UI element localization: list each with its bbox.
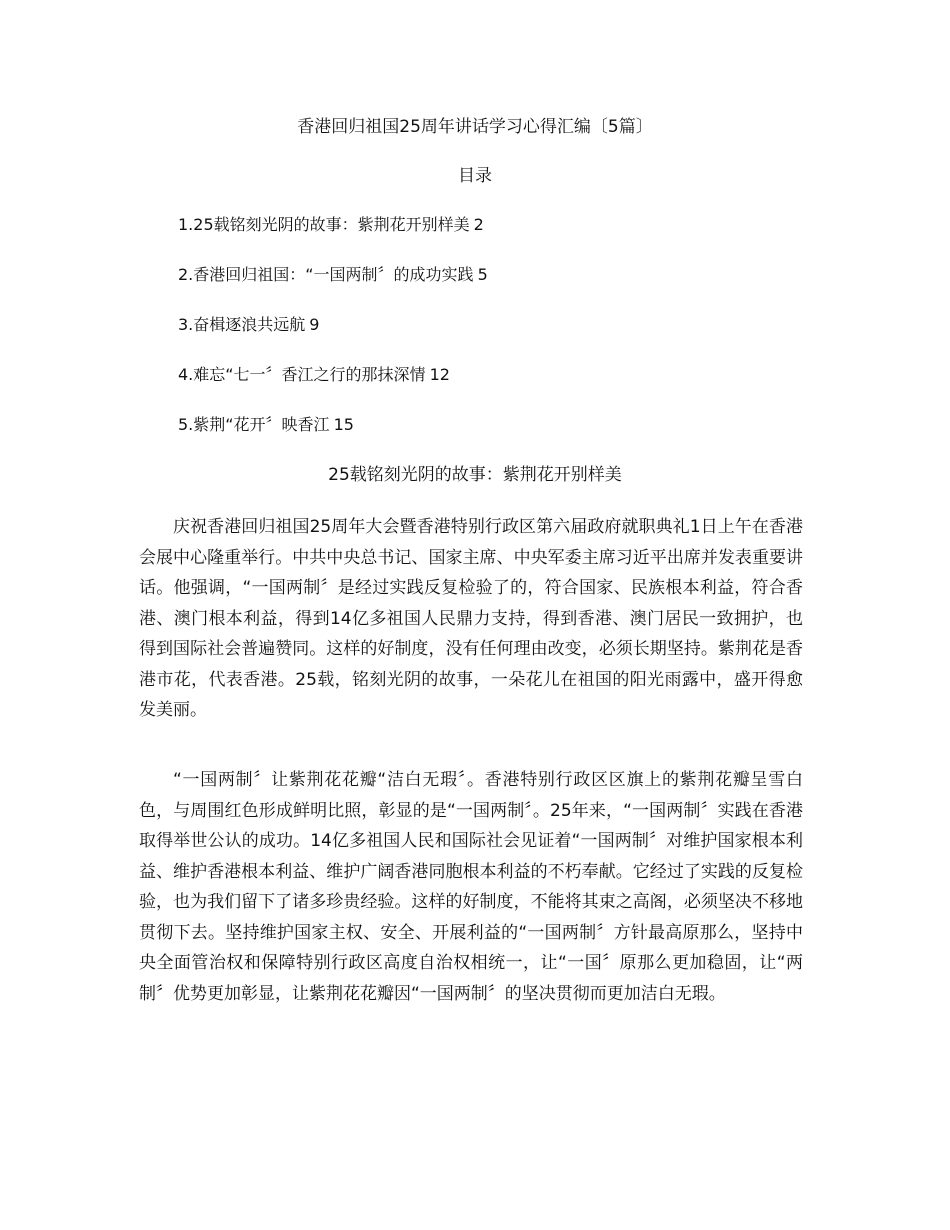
toc-item-label: 2.香港回归祖国：“一国两制〞的成功实践 [178,265,474,284]
toc-item-label: 1.25载铭刻光阴的故事：紫荆花开别样美 [178,215,470,234]
table-of-contents [178,213,488,463]
toc-item-label: 5.紫荆“花开〞映香江 [178,415,330,434]
toc-heading: 目录 [458,166,492,186]
toc-item-1[interactable] [178,213,488,263]
toc-item-page: 9 [309,315,320,334]
toc-item-page: 2 [473,215,484,234]
toc-item-4[interactable] [178,363,488,413]
document-title: 香港回归祖国25周年讲话学习心得汇编〔5篇〕 [297,117,653,137]
toc-item-3[interactable] [178,313,488,363]
toc-item-page: 5 [477,265,488,284]
toc-item-2[interactable] [178,263,488,313]
toc-item-label: 3.奋楫逐浪共远航 [178,315,306,334]
section-title: 25载铭刻光阴的故事：紫荆花开别样美 [328,465,622,485]
toc-item-label: 4.难忘“七一〞香江之行的那抹深情 [178,365,426,384]
body-paragraph-1: 庆祝香港回归祖国25周年大会暨香港特别行政区第六届政府就职典礼1日上午在香港会展中心隆重举行。中共中央总书记、国家主席、中央军委主席习近平出席并发表重要讲话。他强调，“一国两制〞是经过实践反复检验了的，符合国家、民族根本利益，符合香港、澳门根本利益，得到14亿多祖国人民鼎力支持，得到香港、澳门居民一致拥护，也得到国际社会普遍赞同。这样的好制度，没有任何理由改变，必须长期坚持。紫荆花是香港市花，代表香港。25载，铭刻光阴的故事，一朵花儿在祖国的阳光雨露中，盛开得愈发美丽。 [139,517,803,720]
toc-item-5[interactable] [178,413,488,463]
body-paragraph-2: “一国两制〞让紫荆花花瓣“洁白无瑕〞。香港特别行政区区旗上的紫荆花瓣呈雪白色，与周围红色形成鲜明比照，彰显的是“一国两制〞。25年来，“一国两制〞实践在香港取得举世公认的成功。14亿多祖国人民和国际社会见证着“一国两制〞对维护国家根本利益、维护香港根本利益、维护广阔香港同胞根本利益的不朽奉献。它经过了实践的反复检验，也为我们留下了诸多珍贵经验。这样的好制度，不能将其束之高阁，必须坚决不移地贯彻下去。坚持维护国家主权、安全、开展利益的“一国两制〞方针最高原那么，坚持中央全面管治权和保障特别行政区高度自治权相统一，让“一国〞原那么更加稳固，让“两制〞优势更加彰显，让紫荆花花瓣因“一国两制〞的坚决贯彻而更加洁白无瑕。 [139,770,803,1004]
toc-item-page: 12 [429,365,450,384]
toc-item-page: 15 [333,415,354,434]
